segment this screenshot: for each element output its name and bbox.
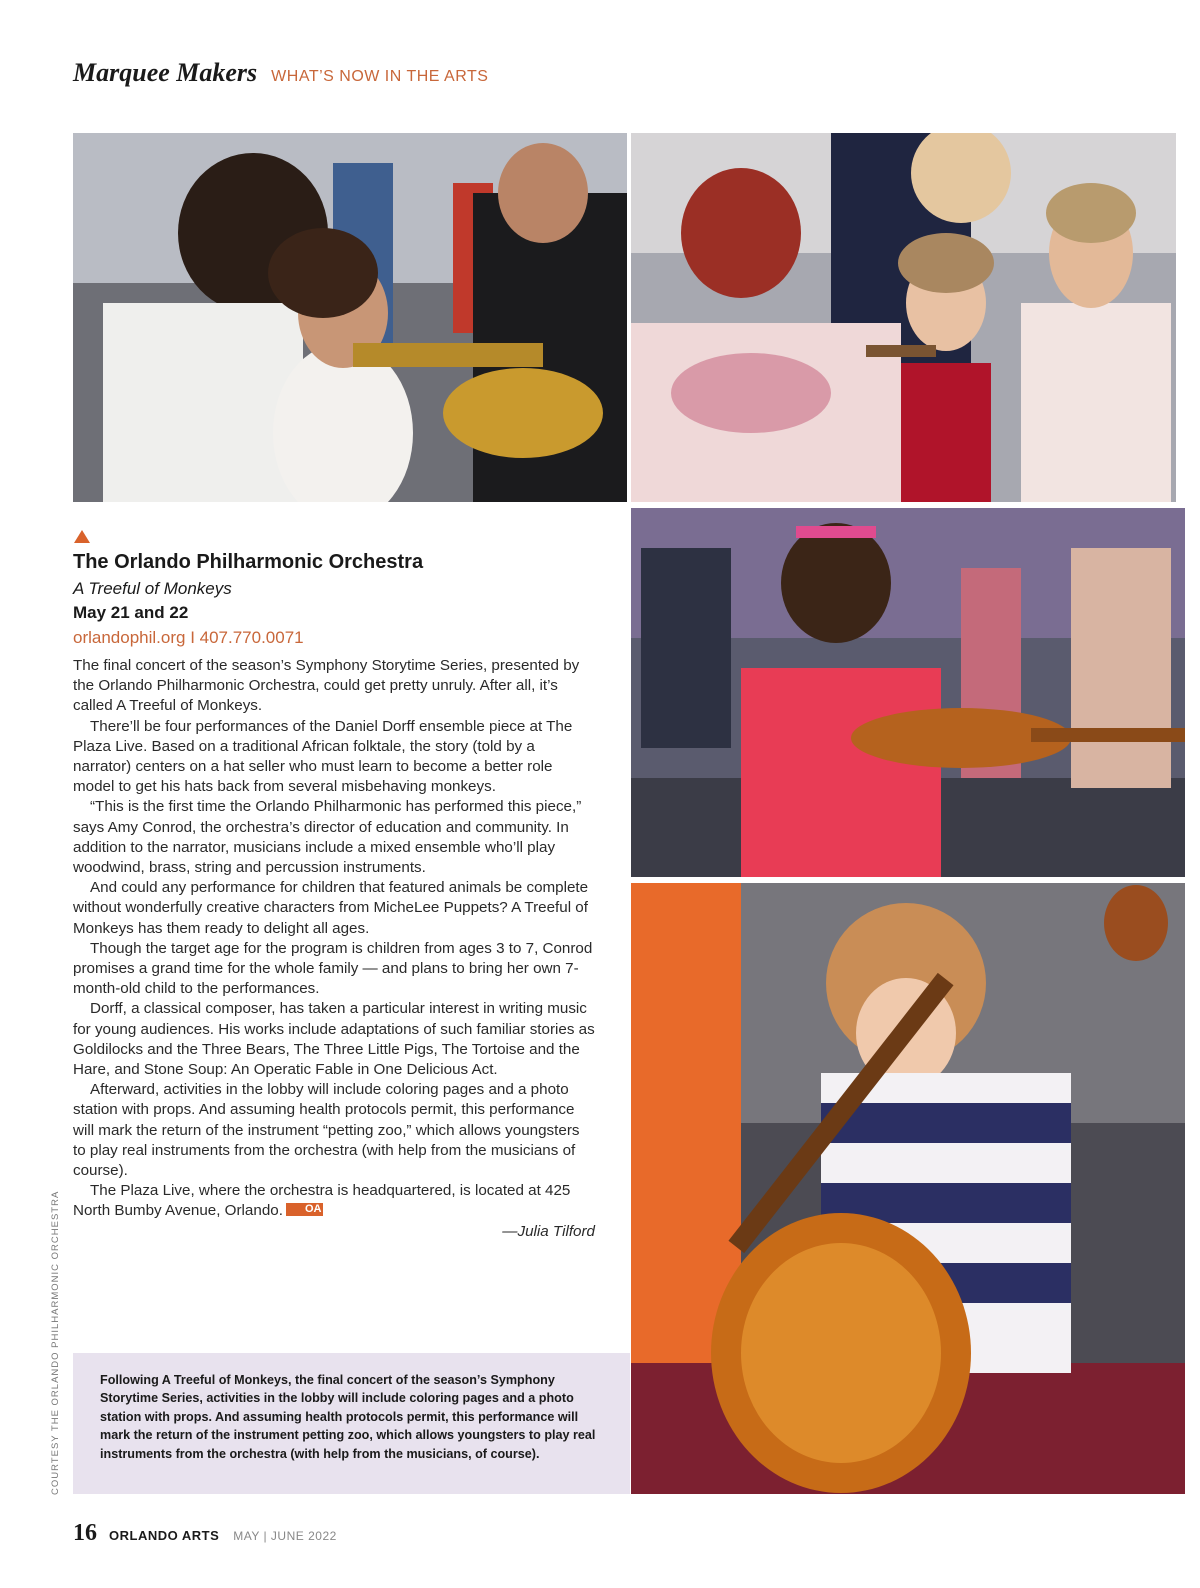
section-kicker: WHAT’S NOW IN THE ARTS [271, 68, 489, 85]
article-paragraph: Though the target age for the program is children from ages 3 to 7, Conrod promises a grand time for the whole family — and plans to bring her own 7-month-old child to the performances. [73, 939, 593, 998]
article-paragraph-text: The Plaza Live, where the orchestra is headquartered, is located at 425 North Bumby Avenue, Orlando. [73, 1182, 571, 1220]
issue-date: MAY | JUNE 2022 [233, 1529, 337, 1543]
event-dates: May 21 and 22 [73, 603, 189, 622]
photo-trumpet [73, 133, 627, 502]
end-mark-badge: OA [286, 1203, 324, 1216]
callout-text: Following A Treeful of Monkeys, the final concert of the season’s Symphony Storytime Series, activities in the lobby will include coloring pages and a photo station with props. And assuming health protocols permit, this performance will mark the return of the instrument petting zoo, which allows youngsters to play real instruments from the orchestra (with help from the musicians, of course). [100, 1373, 596, 1461]
photo-violin [631, 508, 1185, 877]
article-subtitle: A Treeful of Monkeys [73, 579, 232, 598]
triangle-marker-icon [74, 530, 90, 543]
article-paragraph: And could any performance for children that featured animals be complete without wonderfully creative characters from MicheLee Puppets? A Treeful of Monkeys has them ready to delight all ages. [73, 879, 589, 937]
article-paragraph-last [73, 1181, 595, 1221]
article-paragraph: There’ll be four performances of the Daniel Dorff ensemble piece at The Plaza Live. Based on a traditional African folktale, the story (told by a narrator) centers on a hat seller who must learn to become a better role model to get his hats back from several misbehaving monkeys. [73, 717, 573, 796]
photo-cello [631, 883, 1185, 1494]
article-paragraph: “This is the first time the Orlando Philharmonic has performed this piece,” says Amy Conrod, the orchestra’s director of education and community. In addition to the narrator, musicians include a mixed ensemble who’ll play woodwind, brass, string and percussion instruments. [73, 798, 582, 877]
photo-instrument-demo [631, 133, 1176, 502]
article [73, 530, 595, 1240]
section-title: Marquee Makers [73, 58, 258, 87]
article-title: The Orlando Philharmonic Orchestra [73, 551, 424, 573]
byline: —Julia Tilford [502, 1222, 595, 1240]
article-paragraph: Dorff, a classical composer, has taken a particular interest in writing music for young audiences. His works include adaptations of such familiar stories as Goldilocks and the Three Bears, The Three Little Pigs, The Tortoise and the Hare, and Stone Soup: An Operatic Fable in One Delicious Act. [73, 1000, 595, 1079]
article-paragraph: Afterward, activities in the lobby will include coloring pages and a photo station with props. And assuming health protocols permit, this performance will mark the return of the instrument “petting zoo,” which allows youngsters to play real instruments from the orchestra (with help from the musicians of course). [73, 1081, 580, 1180]
callout-box [73, 1353, 630, 1494]
page-number: 16 [73, 1520, 97, 1546]
article-body [73, 656, 595, 1222]
event-contact: orlandophil.org I 407.770.0071 [73, 628, 304, 647]
article-paragraph: The final concert of the season’s Symphony Storytime Series, presented by the Orlando Philharmonic Orchestra, could get pretty unruly. After all, it’s called A Treeful of Monkeys. [73, 657, 580, 715]
page-header [73, 58, 488, 88]
photo-credit: COURTESY THE ORLANDO PHILHARMONIC ORCHESTRA [50, 1190, 61, 1495]
magazine-name: ORLANDO ARTS [109, 1528, 220, 1543]
page-footer [73, 1520, 337, 1547]
